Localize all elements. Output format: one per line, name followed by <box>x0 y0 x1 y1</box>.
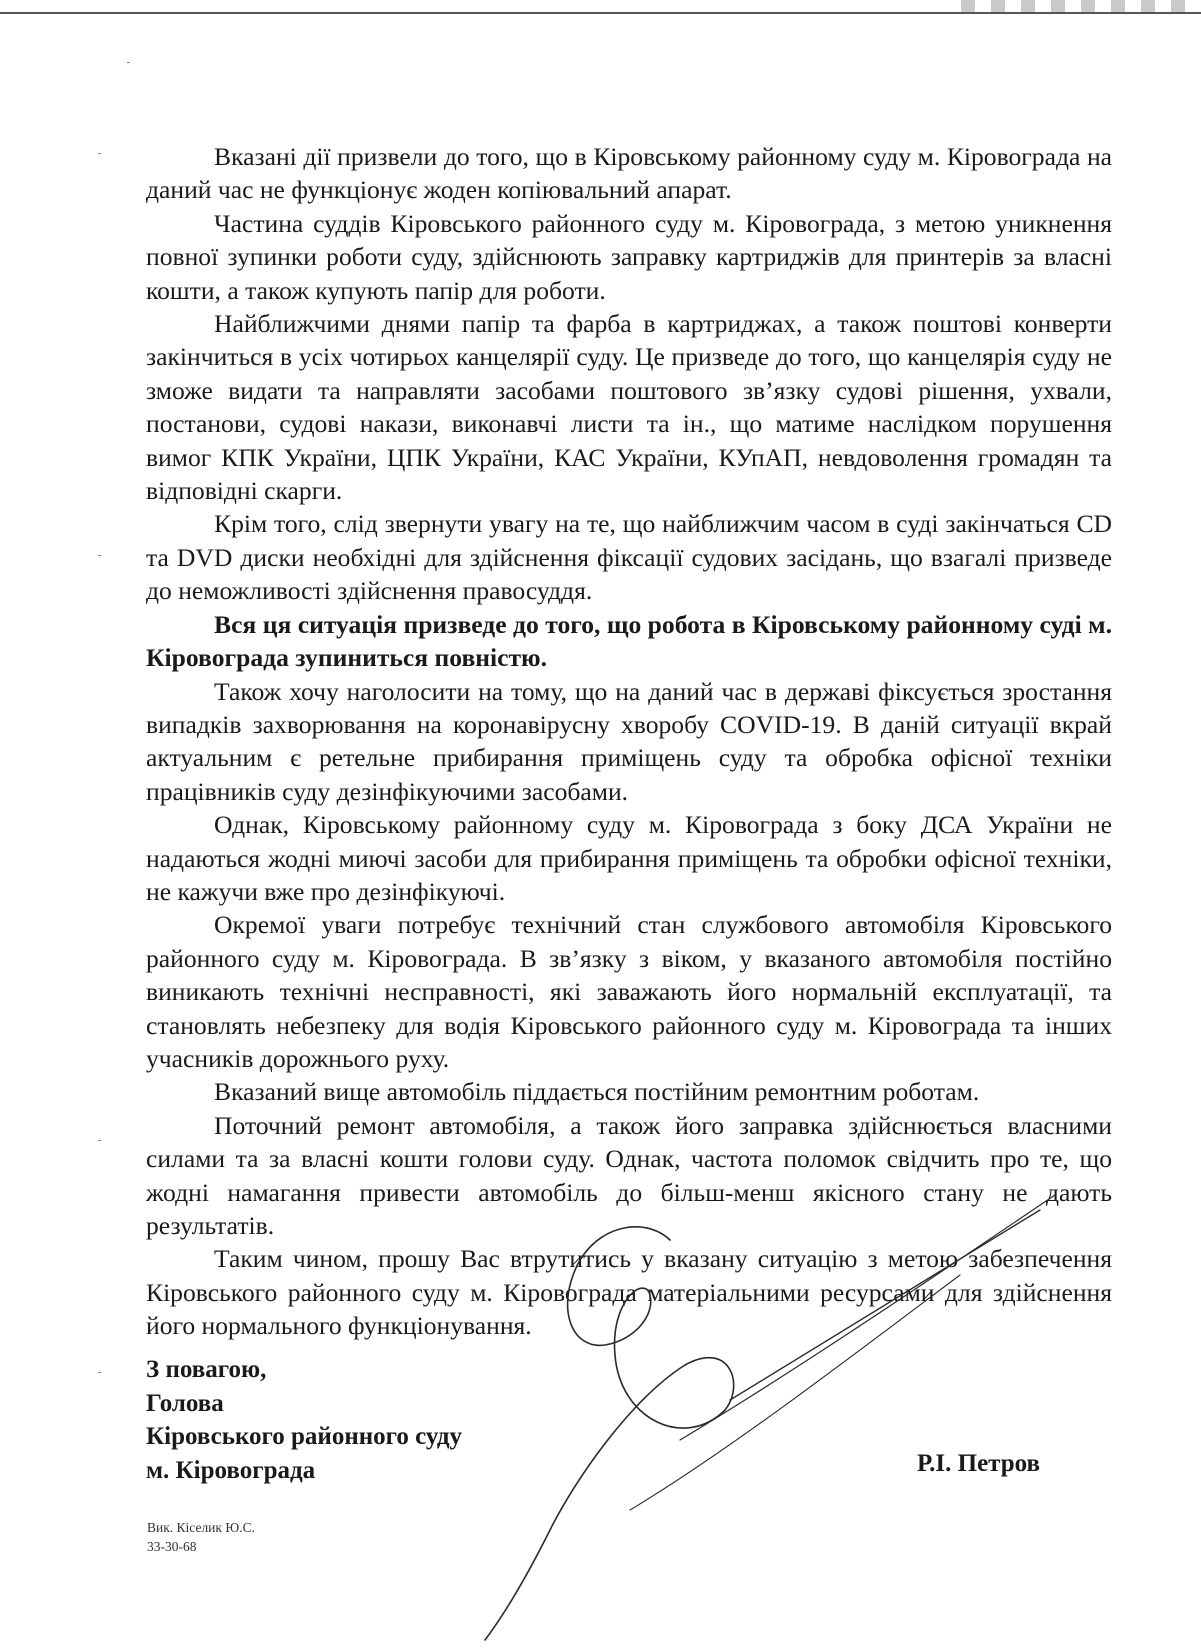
paragraph-covid: Також хочу наголосити на тому, що на даний час в державі фіксується зростання випадків захворювання на коронавірусну хворобу COVID-19. В даній ситуації вкрай актуальним є ретельне прибирання приміщень суду та обробка офісної техніки працівників суду дезінфікуючими засобами. <box>146 676 1112 806</box>
paragraph-vehicle: Окремої уваги потребує технічний стан службового автомобіля Кіровського районного суду м. Кіровограда. В зв’язку з віком, у вказаного автомобіля постійно виникають технічні несправності, які заважають його нормальній експлуатації, та становлять небезпеку для водія Кіровського районного суду м. Кіровограда та інших учасників дорожнього руху. <box>146 910 1112 1073</box>
paragraph-supplies: Найближчими днями папір та фарба в картриджах, а також поштові конверти закінчиться в усіх чотирьох канцелярії суду. Це призведе до того, що канцелярія суду не зможе видати та направляти засобами поштового зв’язку судові рішення, ухвали, постанови, судові накази, виконавчі листи та ін., що матиме наслідком порушення вимог КПК України, ЦПК України, КАС України, КУпАП, невдоволення громадян та відповідні скарги. <box>146 309 1112 506</box>
closing-city: м. Кіровограда <box>146 1456 316 1484</box>
paragraph-discs: Крім того, слід звернути увагу на те, що найближчим часом в суді закінчаться CD та DVD диски необхідні для здійснення фіксації судових засідань, що взагалі призведе до неможливості здійснення правосуддя. <box>146 509 1112 606</box>
scan-speck <box>98 555 101 556</box>
executor-name: Вик. Кіселик Ю.С. <box>147 1520 255 1535</box>
scan-speck <box>98 153 101 154</box>
executor-block <box>147 1518 255 1556</box>
letter-body <box>146 140 1112 1343</box>
paragraph-repairs: Вказаний вище автомобіль піддається постійним ремонтним роботам. <box>214 1077 980 1107</box>
scan-artifact <box>961 0 1191 12</box>
executor-phone: 33-30-68 <box>147 1539 197 1554</box>
closing-court: Кіровського районного суду <box>146 1423 462 1450</box>
paragraph-emphasis: Вся ця ситуація призведе до того, що робота в Кіровському районному суді м. Кіровограда зупиниться повністю. <box>146 609 1112 673</box>
paragraph-cartridges: Частина суддів Кіровського районного суду м. Кіровограда, з метою уникнення повної зупинки роботи суду, здійснюють заправку картриджів для принтерів за власні кошти, а також купують папір для роботи. <box>146 208 1112 305</box>
closing-position: Голова <box>146 1389 224 1417</box>
closing-regards: З повагою, <box>146 1356 267 1383</box>
scan-speck <box>127 62 130 63</box>
paragraph-request: Таким чином, прошу Вас втрутитись у вказану ситуацію з метою забезпечення Кіровського районного суду м. Кіровограда матеріальними ресурсами для здійснення його нормального функціонування. <box>146 1244 1112 1341</box>
signer-name: Р.І. Петров <box>917 1450 1041 1477</box>
page-top-border <box>0 12 1201 14</box>
scan-speck <box>98 1140 101 1141</box>
scan-speck <box>98 1372 101 1373</box>
paragraph-maintenance: Поточний ремонт автомобіля, а також його заправка здійснюється власними силами та за власні кошти голови суду. Однак, частота поломок свідчить про те, що жодні намагання привести автомобіль до більш-менш якісного стану не дають результатів. <box>146 1110 1112 1240</box>
paragraph-copiers: Вказані дії призвели до того, що в Кіровському районному суду м. Кіровограда на даний час не функціонує жоден копіювальний апарат. <box>146 142 1112 205</box>
paragraph-cleaning: Однак, Кіровському районному суду м. Кіровограда з боку ДСА України не надаються жодні миючі засоби для прибирання приміщень та обробки офісної техніки, не кажучи вже про дезінфікуючі. <box>146 810 1112 906</box>
closing-block <box>146 1353 462 1487</box>
